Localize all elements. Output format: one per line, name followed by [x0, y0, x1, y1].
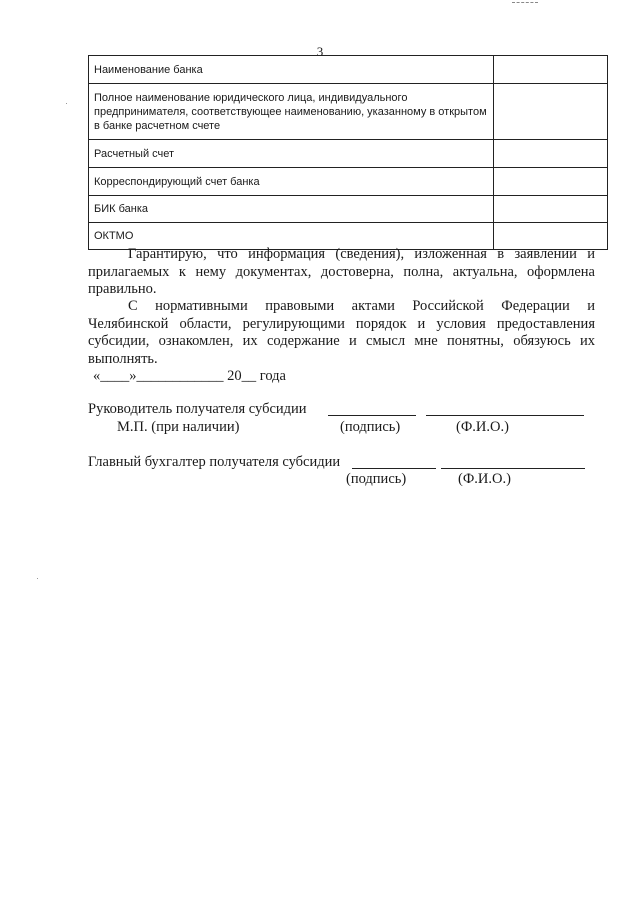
correspondent-account-label: Корреспондирующий счет банка — [89, 168, 494, 196]
table-row — [89, 84, 608, 140]
table-row — [89, 56, 608, 84]
settlement-account-label: Расчетный счет — [89, 140, 494, 168]
accountant-name-caption: (Ф.И.О.) — [458, 471, 511, 487]
head-name-caption: (Ф.И.О.) — [456, 419, 509, 435]
bik-value — [494, 196, 608, 223]
accountant-name-line — [441, 468, 585, 469]
correspondent-account-value — [494, 168, 608, 196]
head-name-line — [426, 415, 584, 416]
full-name-label: Полное наименование юридического лица, индивидуального предпринимателя, соответствующее наименованию, указанному в открытом в банке расчетном счете — [89, 84, 494, 140]
accountant-signature-label: Главный бухгалтер получателя субсидии — [88, 454, 341, 470]
bik-label: БИК банка — [89, 196, 494, 223]
accountant-signature-line — [352, 468, 436, 469]
acknowledgement-paragraph: С нормативными правовыми актами Российской Федерации и Челябинской области, регулирующими порядок и условия предоставления субсидии, ознакомлен, их содержание и смысл мне понятны, обязуюсь их выполнять. — [88, 298, 595, 367]
table-row — [89, 140, 608, 168]
date-line: «____»____________ 20__ года — [93, 368, 286, 384]
scan-speck — [37, 578, 38, 579]
bank-name-value — [494, 56, 608, 84]
accountant-signature-caption: (подпись) — [346, 471, 407, 487]
settlement-account-value — [494, 140, 608, 168]
table-row — [89, 168, 608, 196]
guarantee-paragraph: Гарантирую, что информация (сведения), изложенная в заявлении и прилагаемых к нему документах, достоверна, полна, актуальна, оформлена правильно. — [88, 246, 595, 297]
page-number: 3 — [316, 44, 324, 59]
scan-corner-mark — [512, 2, 538, 3]
oktmo-label: ОКТМО — [89, 223, 494, 250]
head-signature-line — [328, 415, 416, 416]
table-row — [89, 196, 608, 223]
bank-name-label: Наименование банка — [89, 56, 494, 84]
bank-details-table — [88, 55, 608, 250]
head-signature-caption: (подпись) — [340, 419, 401, 435]
scan-speck — [66, 103, 67, 104]
head-signature-label: Руководитель получателя субсидии — [88, 401, 307, 417]
stamp-label: М.П. (при наличии) — [117, 419, 240, 435]
full-name-value — [494, 84, 608, 140]
